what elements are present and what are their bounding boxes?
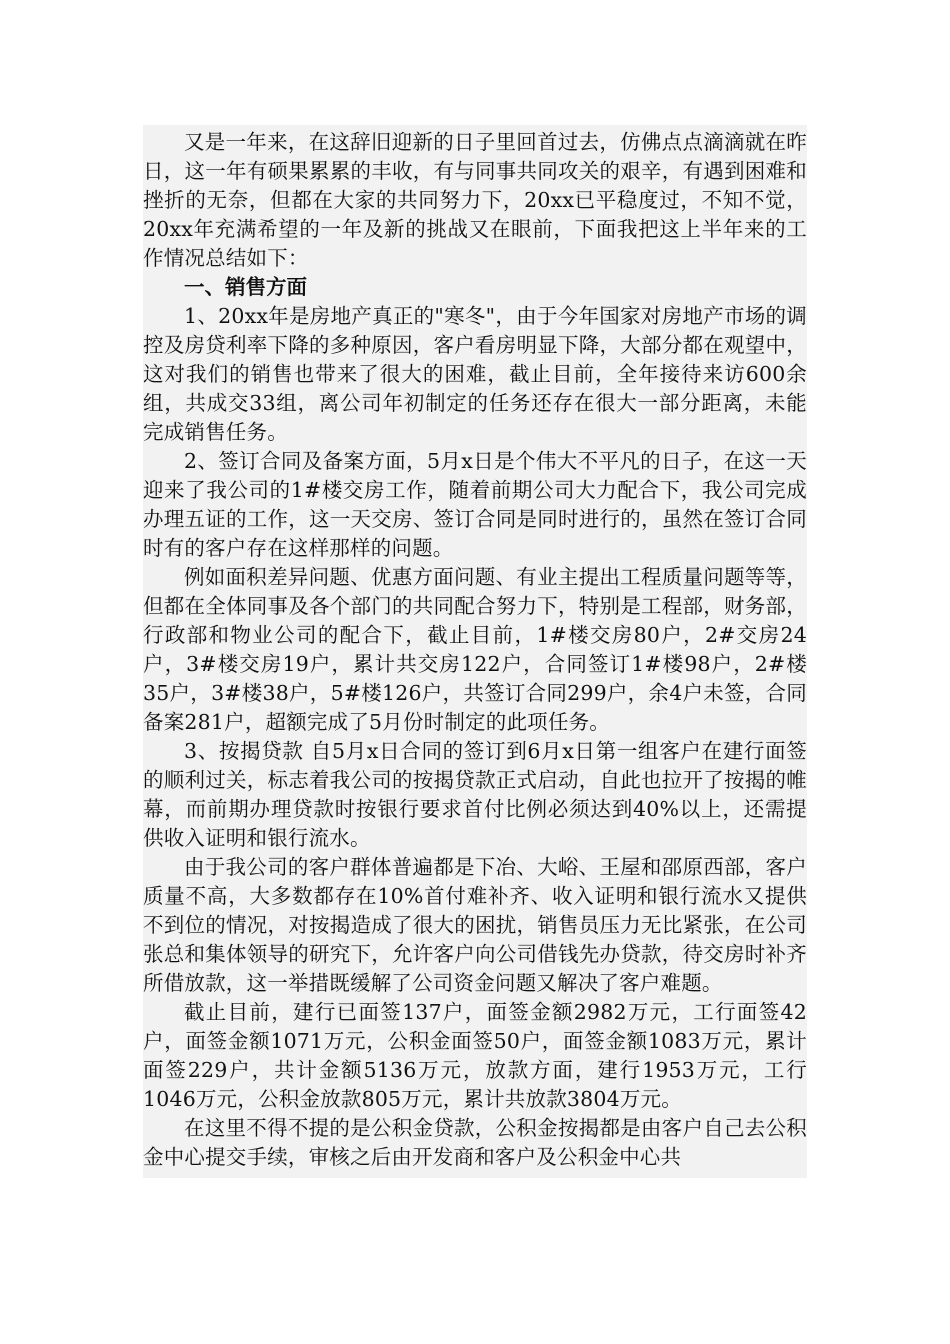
paragraph-contract-details: 例如面积差异问题、优惠方面问题、有业主提出工程质量问题等等，但都在全体同事及各个部门的共同配合努力下，特别是工程部，财务部，行政部和物业公司的配合下，截止目前，1#楼交房80户，2#交房24户，3#楼交房19户，累计共交房122户，合同签订1#楼98户，2#楼35户，3#楼38户，5#楼126户，共签订合同299户，余4户未签，合同备案281户，超额完成了5月份时制定的此项任务。 — [143, 565, 807, 734]
paragraph-provident-fund: 在这里不得不提的是公积金贷款，公积金按揭都是由客户自己去公积金中心提交手续，审核之后由开发商和客户及公积金中心共 — [143, 1116, 807, 1169]
paragraph-mortgage: 3、按揭贷款 自5月x日合同的签订到6月x日第一组客户在建行面签的顺利过关，标志着我公司的按揭贷款正式启动，自此也拉开了按揭的帷幕，而前期办理贷款时按银行要求首付比例必须达到40%以上，还需提供收入证明和银行流水。 — [143, 739, 807, 850]
paragraph-contracts: 2、签订合同及备案方面，5月x日是个伟大不平凡的日子，在这一天迎来了我公司的1#楼交房工作，随着前期公司大力配合下，我公司完成办理五证的工作，这一天交房、签订合同是同时进行的，虽然在签订合同时有的客户存在这样那样的问题。 — [143, 449, 807, 560]
paragraph-sales-volume: 1、20xx年是房地产真正的"寒冬"，由于今年国家对房地产市场的调控及房贷利率下降的多种原因，客户看房明显下降，大部分都在观望中，这对我们的销售也带来了很大的困难，截止目前，全年接待来访600余组，共成交33组，离公司年初制定的任务还存在很大一部分距离，未能完成销售任务。 — [143, 304, 807, 444]
document-body — [143, 125, 807, 1178]
section-heading-sales: 一、销售方面 — [184, 275, 307, 299]
paragraph-customer-quality: 由于我公司的客户群体普遍都是下冶、大峪、王屋和邵原西部，客户质量不高，大多数都存在10%首付难补齐、收入证明和银行流水又提供不到位的情况，对按揭造成了很大的困扰，销售员压力无比紧张，在公司张总和集体领导的研究下，允许客户向公司借钱先办贷款，待交房时补齐所借放款，这一举措既缓解了公司资金问题又解决了客户难题。 — [143, 855, 807, 995]
intro-paragraph: 又是一年来，在这辞旧迎新的日子里回首过去，仿佛点点滴滴就在昨日，这一年有硕果累累的丰收，有与同事共同攻关的艰辛，有遇到困难和挫折的无奈，但都在大家的共同努力下，20xx已平稳度过，不知不觉，20xx年充满希望的一年及新的挑战又在眼前，下面我把这上半年来的工作情况总结如下： — [143, 130, 807, 270]
paragraph-loan-figures: 截止目前，建行已面签137户，面签金额2982万元，工行面签42户，面签金额1071万元，公积金面签50户，面签金额1083万元，累计面签229户，共计金额5136万元，放款方面，建行1953万元，工行1046万元，公积金放款805万元，累计共放款3804万元。 — [143, 1000, 807, 1111]
